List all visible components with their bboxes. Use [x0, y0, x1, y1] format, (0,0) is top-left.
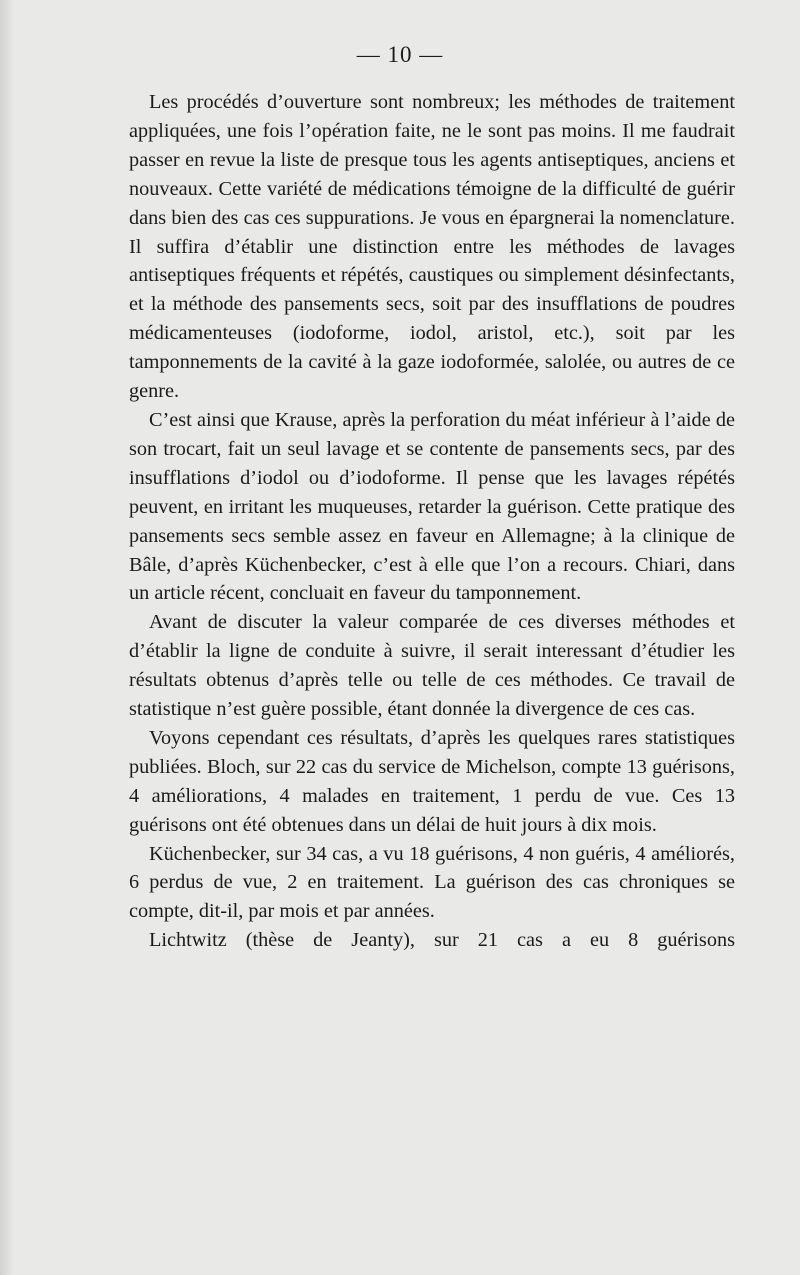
- page-edge-shadow: [0, 0, 14, 1275]
- paragraph-1: Les procédés d’ouverture sont nombreux; les méthodes de traitement appliquées, une fois l’opération faite, ne le sont pas moins. Il me faudrait passer en revue la liste de presque tous les agents antiseptiques, anciens et nouveaux. Cette variété de médications témoigne de la difficulté de guérir dans bien des cas ces suppurations. Je vous en épargnerai la nomenclature. Il suffira d’établir une distinction entre les méthodes de lavages antiseptiques fréquents et répétés, caustiques ou simplement désinfectants, et la méthode des pansements secs, soit par des insufflations de poudres médicamenteuses (iodoforme, iodol, aristol, etc.), soit par les tamponnements de la cavité à la gaze iodoformée, salolée, ou autres de ce genre.: [129, 91, 735, 403]
- paragraph-3: Avant de discuter la valeur comparée de ces diverses méthodes et d’établir la ligne de conduite à suivre, il serait interessant d’étudier les résultats obtenus d’après telle ou telle de ces méthodes. Ce travail de statistique n’est guère possible, étant donnée la divergence de ces cas.: [129, 611, 735, 721]
- paragraph-4: Voyons cependant ces résultats, d’après les quelques rares statistiques publiées. Bloch, sur 22 cas du service de Michelson, compte 13 guérisons, 4 améliorations, 4 malades en traitement, 1 perdu de vue. Ces 13 guérisons ont été obtenues dans un délai de huit jours à dix mois.: [129, 726, 735, 836]
- paragraph-6: Lichtwitz (thèse de Jeanty), sur 21 cas a eu 8 guérisons: [149, 929, 735, 952]
- paragraph-5: Küchenbecker, sur 34 cas, a vu 18 guérisons, 4 non guéris, 4 améliorés, 6 perdus de vue, 2 en traitement. La guérison des cas chroniques se compte, dit-il, par mois et par années.: [129, 842, 735, 923]
- paragraph-2: C’est ainsi que Krause, après la perforation du méat inférieur à l’aide de son trocart, fait un seul lavage et se contente de pansements secs, par des insufflations d’iodol ou d’iodoforme. Il pense que les lavages répétés peuvent, en irritant les muqueuses, retarder la guérison. Cette pratique des pansements secs semble assez en faveur en Allemagne; à la clinique de Bâle, d’après Küchenbecker, c’est à elle que l’on a recours. Chiari, dans un article récent, concluait en faveur du tamponnement.: [129, 408, 735, 605]
- page-number: — 10 —: [356, 42, 444, 67]
- body-text: [129, 88, 735, 955]
